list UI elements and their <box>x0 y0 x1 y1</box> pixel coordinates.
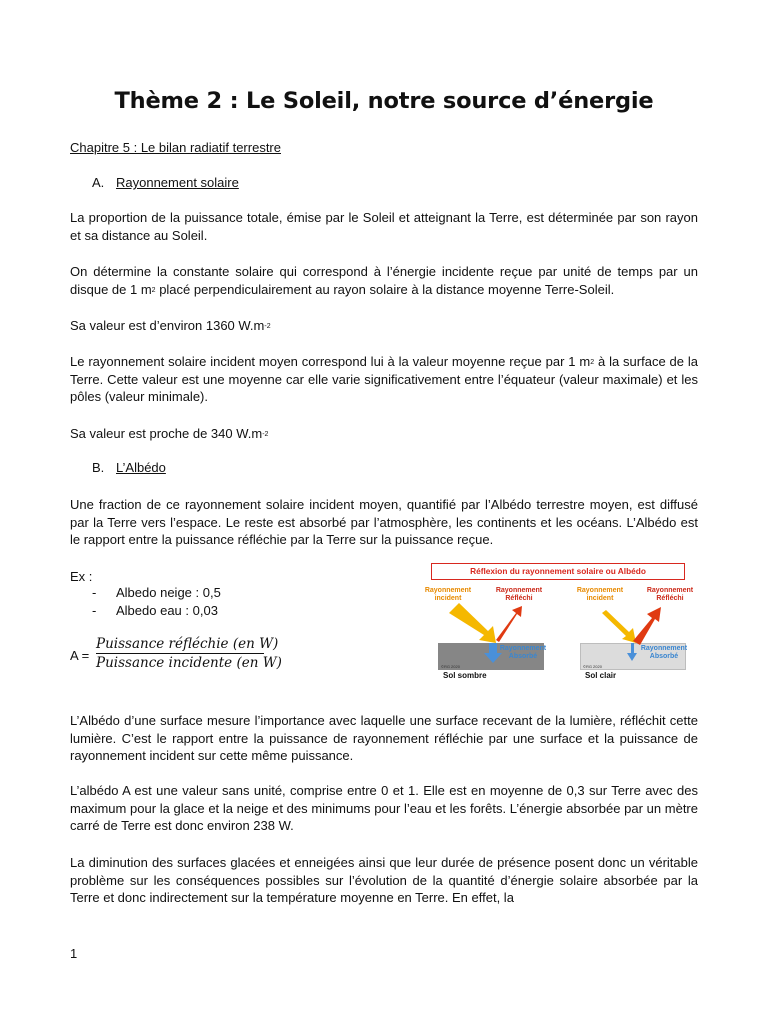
left-credit: ©RG 2020 <box>441 664 460 669</box>
left-reflected-text: Rayonnement Réfléchi <box>495 587 543 602</box>
left-absorbed-text: Rayonnement Absorbé <box>499 645 547 660</box>
left-reflected-arrow <box>496 606 522 642</box>
formula-fraction <box>96 636 282 671</box>
formula-numerator: Puissance réfléchie (en W) <box>96 636 279 652</box>
example-dash: - <box>92 603 97 618</box>
section-a-title: Rayonnement solaire <box>116 175 239 190</box>
examples-label: Ex : <box>70 569 93 584</box>
paragraph-solar-constant <box>70 263 698 298</box>
p5-exponent: -2 <box>262 431 269 438</box>
p4-text-b: à la surface de la Terre. Cette valeur est une moyenne car elle varie significativement entre l’équateur (valeur maximale) et les pôles (valeur minimale). <box>70 354 698 404</box>
right-incident-arrow <box>602 610 636 643</box>
left-absorbed-arrow <box>484 643 502 663</box>
left-incident-text: Rayonnement incident <box>424 587 472 602</box>
p4-text-a: Le rayonnement solaire incident moyen correspond lui à la valeur moyenne reçue par 1 m <box>70 354 591 369</box>
p2-exponent: 2 <box>151 286 156 294</box>
figure-arrows <box>416 559 704 684</box>
p3-text: Sa valeur est d’environ 1360 W.m <box>70 318 265 333</box>
p4-exponent: 2 <box>590 359 595 366</box>
example-text: Albedo neige : 0,5 <box>116 585 221 600</box>
p5-text: Sa valeur est proche de 340 W.m <box>70 426 263 441</box>
right-credit: ©RG 2020 <box>583 664 602 669</box>
paragraph-solar-constant-value <box>70 317 698 335</box>
paragraph-mean-incident <box>70 353 698 406</box>
p2-text-a: On détermine la constante solaire qui correspond à l’énergie incidente reçue par unité de temps par un disque de 1 m <box>70 264 698 297</box>
right-reflected-arrow <box>633 607 661 645</box>
paragraph-albedo-surface: L’Albédo d’une surface mesure l’importance avec laquelle une surface recevant de la lumière, réfléchit cette lumière. C’est le rapport entre la puissance de rayonnement réfléchie par une surface et la puissance de rayonnement incident sur cette même puissance. <box>70 713 698 763</box>
p3-exponent: -2 <box>264 323 271 330</box>
right-reflected-text: Rayonnement Réfléchi <box>646 587 694 602</box>
paragraph-albedo-value: L’albédo A est une valeur sans unité, comprise entre 0 et 1. Elle est en moyenne de 0,3 sur Terre avec des maximum pour la glace et la neige et des minimums pour l’eau et les forêts. L’énergie absorbée par un mètre carré de Terre est donc environ 238 W. <box>70 783 698 833</box>
right-ground-label: Sol clair <box>585 671 617 680</box>
example-dash: - <box>92 585 97 600</box>
left-incident-arrow <box>449 603 496 643</box>
albedo-figure <box>416 559 704 684</box>
page-number: 1 <box>70 946 78 961</box>
paragraph-proportion: La proportion de la puissance totale, émise par le Soleil et atteignant la Terre, est déterminée par son rayon et sa distance au Soleil. <box>70 210 698 243</box>
p2-text-b: placé perpendiculairement au rayon solaire à la distance moyenne Terre-Soleil. <box>155 281 615 297</box>
right-absorbed-text: Rayonnement Absorbé <box>640 645 688 660</box>
example-text: Albedo eau : 0,03 <box>116 603 218 618</box>
section-b-letter: B. <box>92 460 105 475</box>
right-absorbed-arrow <box>627 643 637 661</box>
formula-lhs: A = <box>70 648 90 663</box>
chapter-heading <box>70 139 698 157</box>
left-ground-label: Sol sombre <box>443 671 487 680</box>
formula-denominator: Puissance incidente (en W) <box>96 655 282 671</box>
section-a-letter: A. <box>92 175 105 190</box>
right-incident-text: Rayonnement incident <box>576 587 624 602</box>
section-b-title: L’Albédo <box>116 460 166 475</box>
document-title: Thème 2 : Le Soleil, notre source d’énergie <box>114 88 654 114</box>
paragraph-albedo-definition: Une fraction de ce rayonnement solaire incident moyen, quantifié par l’Albédo terrestre moyen, est diffusé par la Terre vers l’espace. Le reste est absorbé par l’atmosphère, les continents et les océans. L’Albédo est le rapport entre la puissance réfléchie par la Terre sur la puissance reçue. <box>70 497 698 547</box>
paragraph-mean-value <box>70 425 698 443</box>
chapter-title: Chapitre 5 : Le bilan radiatif terrestre <box>70 140 281 155</box>
paragraph-ice-decrease: La diminution des surfaces glacées et enneigées ainsi que leur durée de présence posent donc un véritable problème sur les conséquences possibles sur l’évolution de la quantité d’énergie solaire absorbée par la Terre et donc indirectement sur la température moyenne en Terre. En effet, la <box>70 855 698 905</box>
figure-title: Réflexion du rayonnement solaire ou Albédo <box>431 563 685 580</box>
